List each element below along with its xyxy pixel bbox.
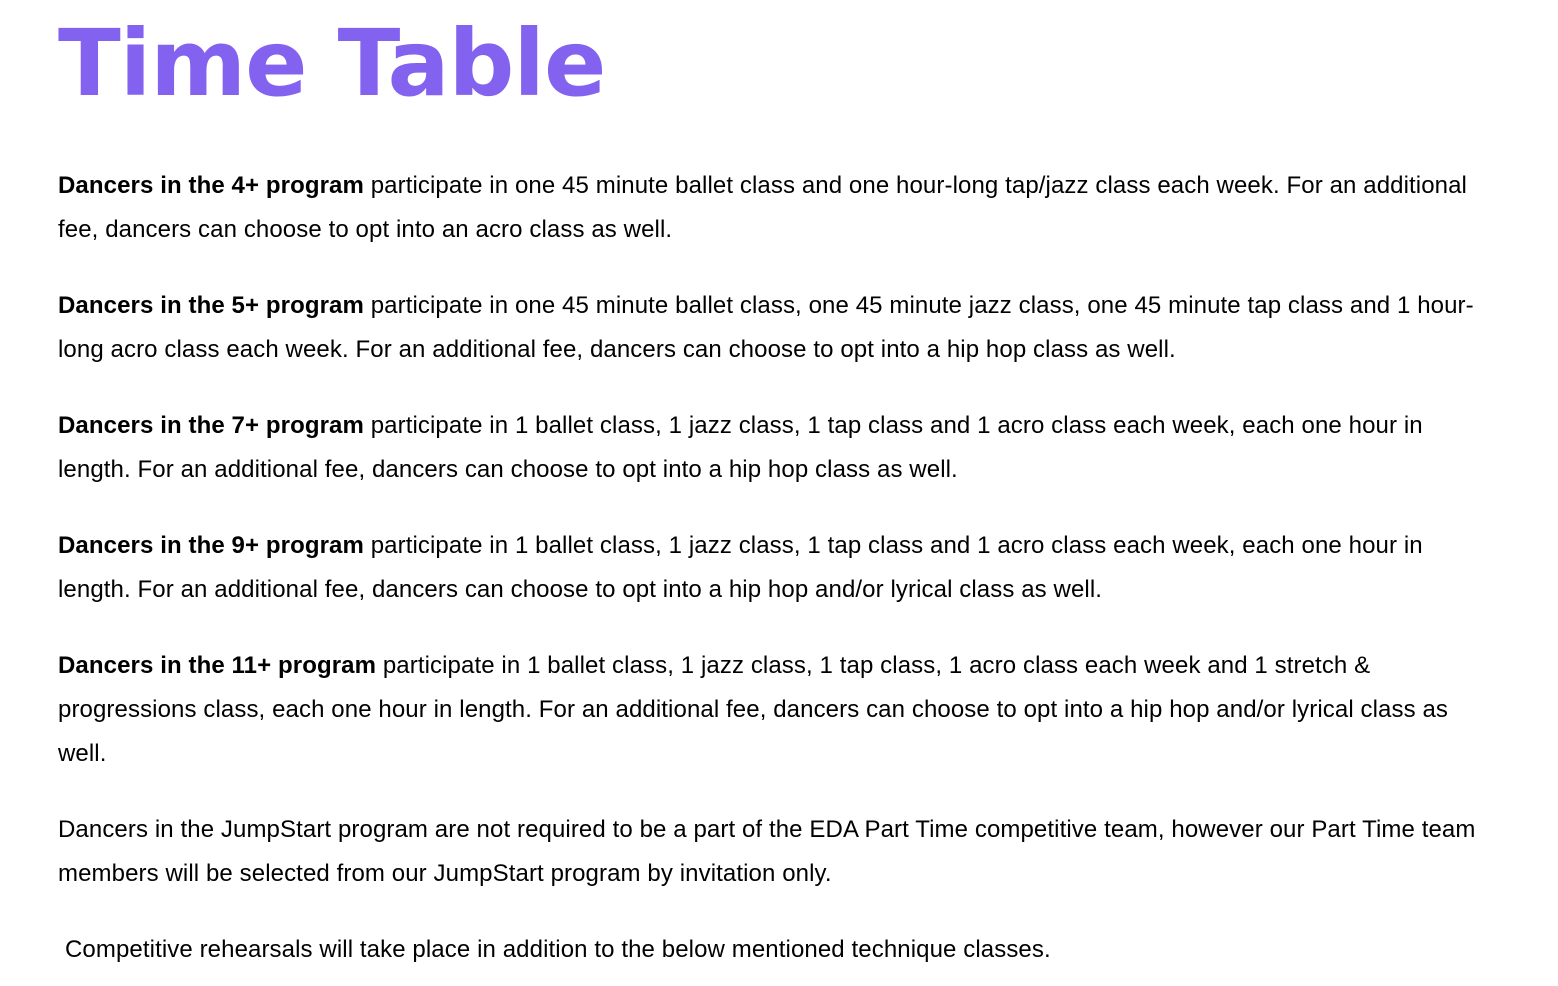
program-9-plus-paragraph <box>58 524 1498 612</box>
page-title: Time Table <box>58 10 606 117</box>
program-11-plus-paragraph <box>58 644 1498 776</box>
program-11-plus-text: participate in 1 ballet class, 1 jazz class, 1 tap class, 1 acro class each week and 1 stretch & progressions class, each one hour in length. For an additional fee, dancers can choose to opt into a hip hop and/or lyrical class as well. <box>58 652 1449 767</box>
jumpstart-note: Dancers in the JumpStart program are not required to be a part of the EDA Part Time competitive team, however our Part Time team members will be selected from our JumpStart program by invitation only. <box>58 816 1476 887</box>
program-4-plus-text: participate in one 45 minute ballet class and one hour-long tap/jazz class each week. For an additional fee, dancers can choose to opt into an acro class as well. <box>58 172 1467 243</box>
program-5-plus-lead: Dancers in the 5+ program <box>58 292 364 319</box>
program-11-plus-lead: Dancers in the 11+ program <box>58 652 377 679</box>
program-4-plus-paragraph <box>58 164 1498 252</box>
program-5-plus-text: participate in one 45 minute ballet class, one 45 minute jazz class, one 45 minute tap class and 1 hour-long acro class each week. For an additional fee, dancers can choose to opt into a hip hop class as well. <box>58 292 1474 363</box>
program-9-plus-text: participate in 1 ballet class, 1 jazz class, 1 tap class and 1 acro class each week, each one hour in length. For an additional fee, dancers can choose to opt into a hip hop and/or lyrical class as well. <box>58 532 1423 603</box>
time-table-section <box>58 0 1498 972</box>
program-5-plus-paragraph <box>58 284 1498 372</box>
rehearsal-note: Competitive rehearsals will take place in addition to the below mentioned technique classes. <box>65 936 1051 963</box>
program-7-plus-lead: Dancers in the 7+ program <box>58 412 364 439</box>
program-7-plus-text: participate in 1 ballet class, 1 jazz class, 1 tap class and 1 acro class each week, each one hour in length. For an additional fee, dancers can choose to opt into a hip hop class as well. <box>58 412 1423 483</box>
program-9-plus-lead: Dancers in the 9+ program <box>58 532 364 559</box>
program-7-plus-paragraph <box>58 404 1498 492</box>
program-4-plus-lead: Dancers in the 4+ program <box>58 172 364 199</box>
